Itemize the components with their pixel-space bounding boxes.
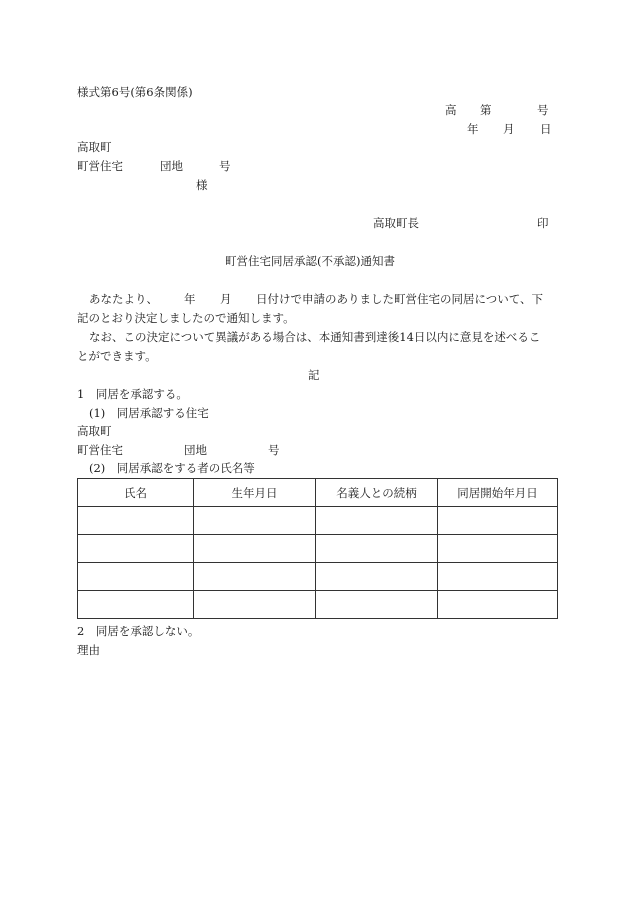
- sender-title: 高取町長: [373, 216, 419, 230]
- table-cell: [194, 591, 316, 619]
- section1-sub2: (2) 同居承認をする者の氏名等: [89, 461, 255, 475]
- table-cell: [78, 507, 194, 535]
- doc-number-suffix: 号: [537, 103, 549, 117]
- table-cell: [194, 535, 316, 563]
- recipient-number: 号: [219, 159, 231, 173]
- body-line1-rest: 日付けで申請のありました町営住宅の同居について、下: [256, 292, 544, 306]
- table-cell: [194, 507, 316, 535]
- body-line4: とができます。: [77, 349, 157, 363]
- table-cell: [78, 563, 194, 591]
- date-year: 年: [467, 122, 479, 136]
- table-cell: [438, 563, 558, 591]
- header-birthdate: 生年月日: [194, 479, 316, 507]
- section1-number: 号: [268, 443, 280, 457]
- table-cell: [316, 507, 438, 535]
- body-line1-year: 年: [184, 292, 196, 306]
- doc-number-prefix: 高: [445, 103, 457, 117]
- table-cell: [316, 563, 438, 591]
- header-name: 氏名: [78, 479, 194, 507]
- body-line2: 記のとおり決定しましたので通知します。: [77, 311, 295, 325]
- doc-number-mid: 第: [480, 103, 492, 117]
- cohabitant-table: [77, 478, 558, 619]
- ki-heading: 記: [308, 368, 320, 382]
- document-title: 町営住宅同居承認(不承認)通知書: [225, 254, 395, 268]
- recipient-housing: 町営住宅: [77, 159, 123, 173]
- form-number: 様式第6号(第6条関係): [77, 85, 193, 99]
- section2-heading: 2 同居を承認しない。: [77, 624, 200, 638]
- body-line3: なお、この決定について異議がある場合は、本通知書到達後14日以内に意見を述べるこ: [89, 330, 541, 344]
- section1-housing: 町営住宅: [77, 443, 123, 457]
- table-row: [78, 563, 558, 591]
- table-cell: [316, 535, 438, 563]
- body-line1-start: あなたより、: [89, 292, 158, 306]
- table-row: [78, 591, 558, 619]
- section1-sub1: (1) 同居承認する住宅: [89, 406, 209, 420]
- seal-mark: 印: [537, 216, 549, 230]
- date-month: 月: [503, 122, 515, 136]
- table-row: [78, 535, 558, 563]
- body-line1-month: 月: [220, 292, 232, 306]
- table-cell: [78, 591, 194, 619]
- table-cell: [438, 591, 558, 619]
- recipient-town: 高取町: [77, 140, 112, 154]
- section1-town: 高取町: [77, 424, 112, 438]
- section1-heading: 1 同居を承認する。: [77, 387, 188, 401]
- table-cell: [438, 507, 558, 535]
- section1-block: 団地: [184, 443, 207, 457]
- table-cell: [316, 591, 438, 619]
- recipient-honorific: 様: [196, 178, 208, 192]
- table-header-row: [78, 479, 558, 507]
- header-relationship: 名義人との続柄: [316, 479, 438, 507]
- table-cell: [194, 563, 316, 591]
- recipient-block: 団地: [160, 159, 183, 173]
- header-start-date: 同居開始年月日: [438, 479, 558, 507]
- table-cell: [78, 535, 194, 563]
- date-day: 日: [540, 122, 552, 136]
- table-row: [78, 507, 558, 535]
- section2-reason-label: 理由: [77, 643, 100, 657]
- table-cell: [438, 535, 558, 563]
